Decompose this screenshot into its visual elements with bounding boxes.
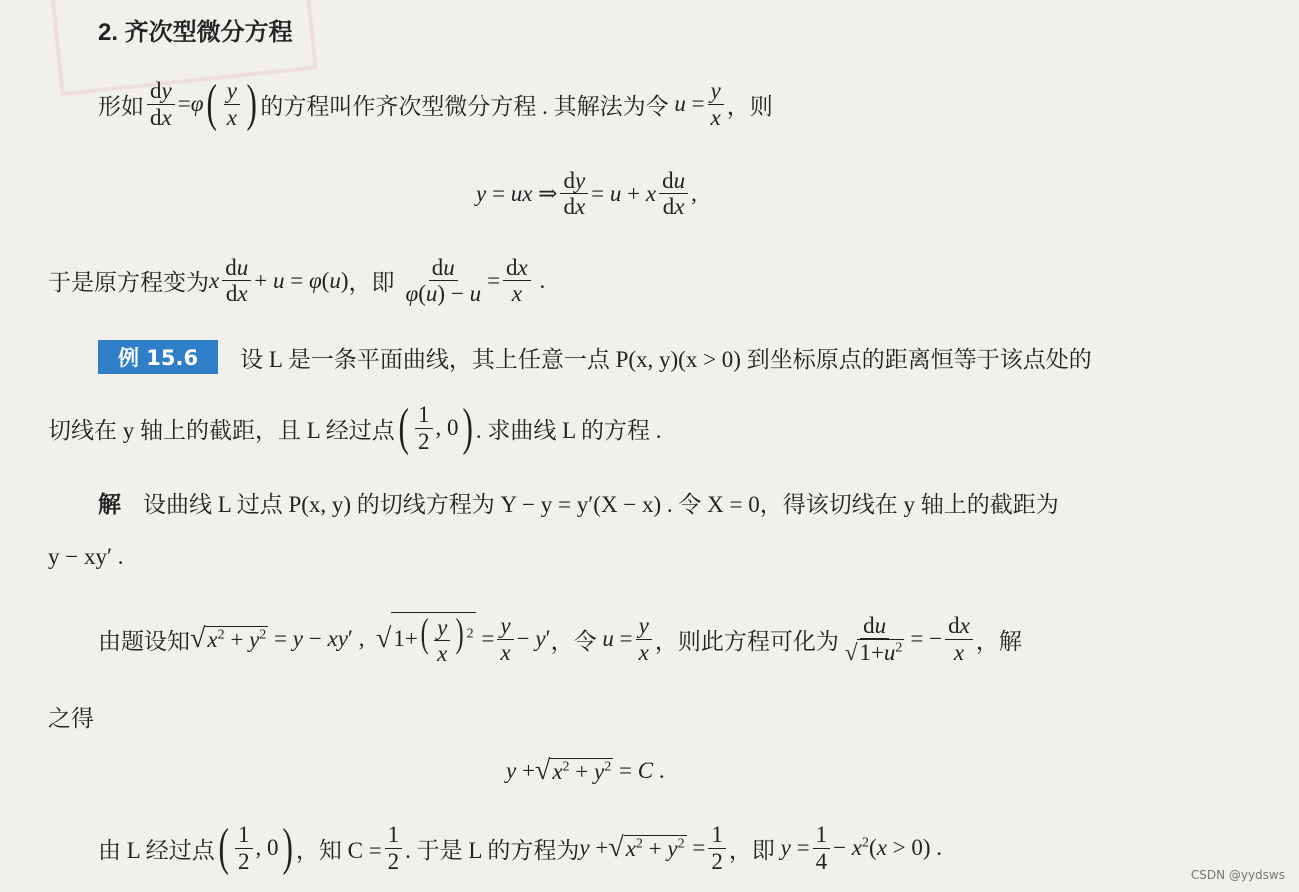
- example-line-2: 切线在 y 轴上的截距，且 L 经过点 ( $\frac{1}{2}$ , 0 ) . 求曲线 L 的方程 .: [48, 399, 662, 456]
- text-equation-is: . 于是 L 的方程为: [405, 837, 580, 863]
- text-let: ，令: [550, 628, 597, 654]
- equation-general-solution: y + √ $x^2 + y^2$ = C .: [506, 755, 665, 786]
- example-text: 设 L 是一条平面曲线，其上任意一点 P(x, y)(x > 0) 到坐标原点的距离恒等于该点处的: [240, 346, 1092, 372]
- text-solve: ，解: [975, 628, 1022, 654]
- text-becomes: ，则此方程可化为: [654, 628, 839, 654]
- paragraph-conclusion: 由 L 经过点 ( $\frac{1}{2}$ , 0 ) ，知 C = $\frac{1}{2}$ . 于是 L 的方程为 y + √ $x^2 + y^2$ = $\frac{1}{2}$ ，即 y = $\frac{1}{4}$ − $x^2(x > 0)$ .: [98, 819, 943, 876]
- solution-label: 解: [98, 492, 121, 517]
- text-passes: 由 L 经过点: [98, 837, 215, 863]
- paragraph-definition: 形如 $\frac{dy}{dx}$ =φ ( $\frac{y}{x}$ ) 的方程叫作齐次型微分方程 . 其解法为令 u = $\frac{y}{x}$ ，则: [98, 75, 773, 132]
- equation-substitution: y = ux ⇒ $\frac{dy}{dx}$ = u + x $\frac{du}{dx}$ ,: [476, 168, 697, 220]
- text-then: ，则: [726, 93, 773, 119]
- example-text-2a: 切线在 y 轴上的截距，且 L 经过点: [48, 417, 395, 443]
- example-text-2b: . 求曲线 L 的方程 .: [475, 417, 662, 443]
- section-heading: 2. 齐次型微分方程: [98, 19, 293, 46]
- text-transform: 于是原方程变为: [48, 270, 209, 296]
- text-namely: ，即: [348, 270, 395, 296]
- watermark: CSDN @yydsws: [1190, 868, 1285, 882]
- text-know-c: ，知 C =: [295, 837, 382, 863]
- solution-line-2: y − xy′ .: [48, 544, 124, 569]
- solution-line-1: [98, 486, 1059, 519]
- text-intro: 形如: [98, 93, 144, 119]
- text-obtain: 之得: [48, 706, 94, 731]
- example-badge: 例 15.6: [98, 340, 218, 374]
- text-definition: 的方程叫作齐次型微分方程 . 其解法为令: [260, 93, 669, 119]
- paragraph-derivation: 由题设知 √ $x^2 + y^2$ = y − xy′ , √ 1+( $\frac{y}{x}$ ) $^2$ = $\frac{y}{x}$ − y′ ，令 u = $\frac{y}{x}$ ，则此方程可化为 $\frac{du}{√1+u^2}$ = − $\frac{dx}{x}$ ，解: [98, 610, 1022, 667]
- fraction-y-x-2: $\frac{y}{x}$: [708, 78, 724, 130]
- example-line-1: [98, 340, 1092, 374]
- text-given: 由题设知: [98, 628, 190, 654]
- paragraph-transform: 于是原方程变为 x $\frac{du}{dx}$ + u = φ(u) ，即 $\frac{du}{\varphi(u) - u}$ = $\frac{dx}{x}$ .: [48, 255, 546, 307]
- solution-text: 设曲线 L 过点 P(x, y) 的切线方程为 Y − y = y′(X − x) . 令 X = 0，得该切线在 y 轴上的截距为: [143, 492, 1059, 517]
- text-namely-2: ，即: [728, 837, 775, 863]
- fraction-dy-dx: $\frac{dy}{dx}$: [147, 78, 175, 130]
- fraction-y-x: $\frac{y}{x}$: [224, 78, 240, 130]
